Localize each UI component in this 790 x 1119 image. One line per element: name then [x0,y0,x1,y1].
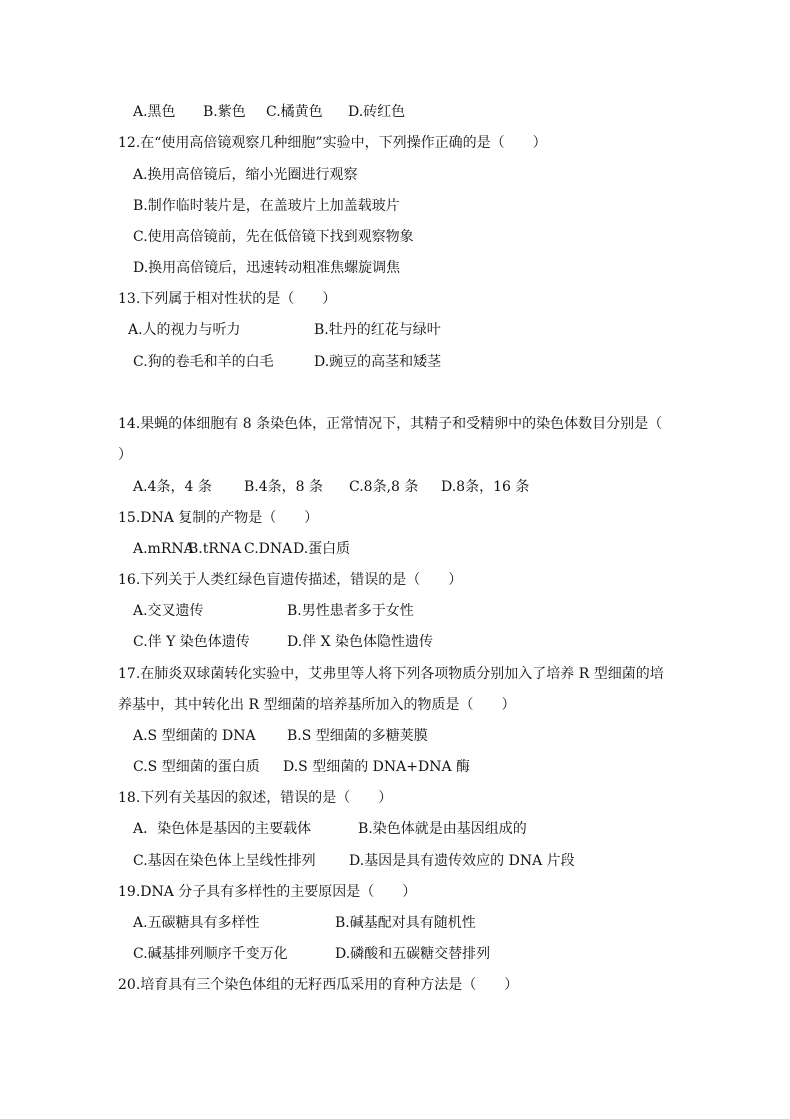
q14-option-b: B.4条，8 条 [244,479,324,495]
q18-option-a: A．染色体是基因的主要载体 [133,821,312,837]
q12-option-c: C.使用高倍镜前，先在低倍镜下找到观察物象 [133,229,414,245]
q16-stem: 16.下列关于人类红绿色盲遗传描述，错误的是（ ） [118,572,463,588]
q18-option-b: B.染色体就是由基因组成的 [358,821,527,837]
q18-stem: 18.下列有关基因的叙述，错误的是（ ） [118,790,393,806]
q15-option-a: A.mRNA [133,541,194,557]
q11-option-d: D.砖红色 [348,104,406,120]
q11-option-c: C.橘黄色 [266,104,323,120]
q14-option-d: D.8条，16 条 [441,479,530,495]
q16-option-a: A.交叉遗传 [133,603,204,619]
q13-options-row1 [128,320,528,340]
q15-stem: 15.DNA 复制的产物是（ ） [118,510,319,526]
q16-option-d: D.伴 X 染色体隐性遗传 [287,634,434,650]
q16-options-row1 [133,601,533,621]
q12-option-d: D.换用高倍镜后，迅速转动粗准焦螺旋调焦 [133,260,401,276]
q12-option-a: A.换用高倍镜后，缩小光圈进行观察 [133,167,358,183]
q19-option-d: D.磷酸和五碳糖交替排列 [335,946,491,962]
q17-options-row2 [133,757,573,777]
q19-option-c: C.碱基排列顺序千变万化 [133,946,288,962]
q11-option-a: A.黑色 [133,104,176,120]
q16-options-row2 [133,632,533,652]
q19-option-a: A.五碳糖具有多样性 [133,915,260,931]
q13-options-row2 [133,352,533,372]
q20-stem: 20.培育具有三个染色体组的无籽西瓜采用的育种方法是（ ） [118,977,519,993]
q12-stem: 12.在“使用高倍镜观察几种细胞”实验中，下列操作正确的是（ ） [118,135,547,151]
q19-options-row2 [133,944,553,964]
q15-option-b: B.tRNA [188,541,242,557]
q18-options-row2 [133,851,633,871]
q17-stem-cont: 养基中，其中转化出 R 型细菌的培养基所加入的物质是（ ） [118,697,516,713]
q17-option-a: A.S 型细菌的 DNA [133,728,256,744]
q14-stem-cont: ） [118,447,132,463]
q17-option-d: D.S 型细菌的 DNA+DNA 酶 [283,759,471,775]
q16-option-b: B.男性患者多于女性 [287,603,414,619]
q15-options [133,539,393,559]
q14-stem: 14.果蝇的体细胞有 8 条染色体，正常情况下，其精子和受精卵中的染色体数目分别是（ [118,416,663,432]
q17-option-c: C.S 型细菌的蛋白质 [133,759,260,775]
q17-options-row1 [133,726,573,746]
q14-option-a: A.4条，4 条 [133,479,212,495]
q11-option-b: B.紫色 [203,104,246,120]
q17-stem: 17.在肺炎双球菌转化实验中，艾弗里等人将下列各项物质分别加入了培养 R 型细菌的培 [118,666,664,682]
q13-option-a: A.人的视力与听力 [128,322,241,338]
q14-options [133,477,573,497]
q13-option-b: B.牡丹的红花与绿叶 [314,322,441,338]
q16-option-c: C.伴 Y 染色体遗传 [133,634,250,650]
q18-option-d: D.基因是具有遗传效应的 DNA 片段 [349,853,575,869]
q12-option-b: B.制作临时装片是，在盖玻片上加盖载玻片 [133,198,400,214]
q19-stem: 19.DNA 分子具有多样性的主要原因是（ ） [118,884,417,900]
q17-option-b: B.S 型细菌的多糖荚膜 [287,728,428,744]
q15-option-c: C.DNA [244,541,293,557]
q13-stem: 13.下列属于相对性状的是（ ） [118,291,337,307]
q18-options-row1 [133,819,593,839]
q14-option-c: C.8条,8 条 [349,479,419,495]
q13-option-c: C.狗的卷毛和羊的白毛 [133,354,274,370]
q15-option-d: D.蛋白质 [293,541,351,557]
q18-option-c: C.基因在染色体上呈线性排列 [133,853,316,869]
q13-option-d: D.豌豆的高茎和矮茎 [314,354,442,370]
q11-options [133,102,553,122]
q19-option-b: B.碱基配对具有随机性 [335,915,476,931]
q19-options-row1 [133,913,553,933]
